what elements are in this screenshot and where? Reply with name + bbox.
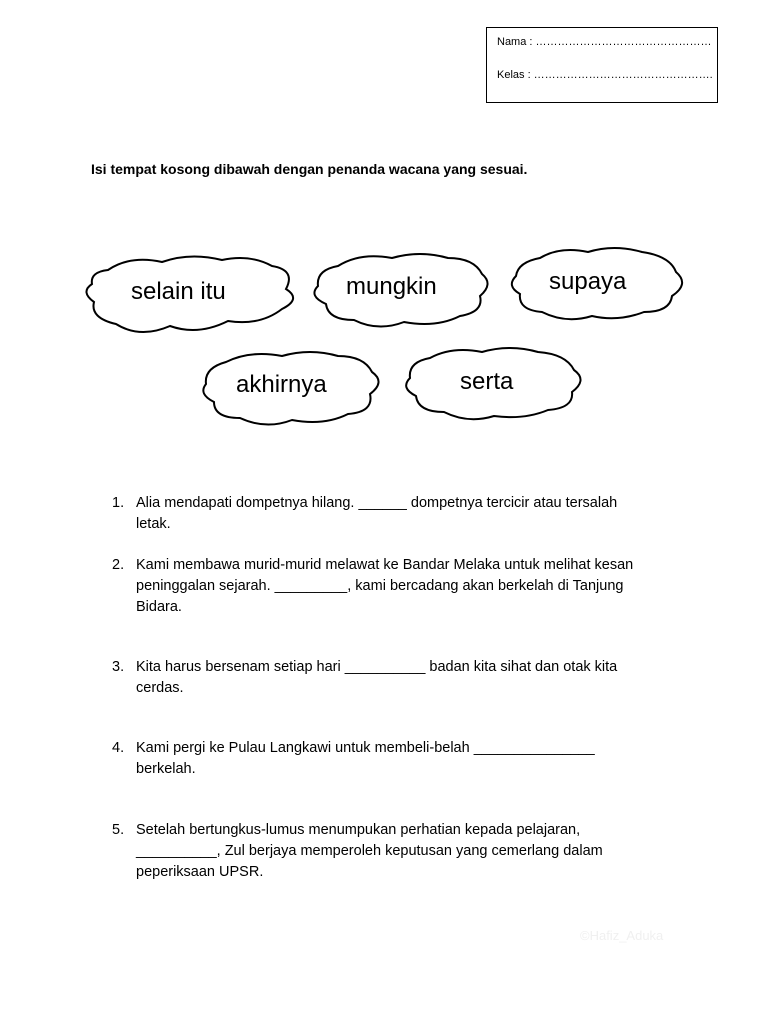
question-line: peninggalan sejarah. _________, kami bercadang akan berkelah di Tanjung <box>136 578 624 594</box>
question-line: Kita harus bersenam setiap hari __________ badan kita sihat dan otak kita <box>136 659 618 675</box>
word-supaya: supaya <box>549 268 627 295</box>
cloud-mungkin <box>314 254 487 327</box>
question-list <box>112 493 672 883</box>
question-number: 1. <box>112 495 125 511</box>
question-number: 5. <box>112 822 125 838</box>
cloud-supaya <box>512 248 682 319</box>
cloud-serta <box>406 348 580 419</box>
question-line: Setelah bertungkus-lumus menumpukan perhatian kepada pelajaran, <box>136 822 581 838</box>
word-serta: serta <box>460 368 514 395</box>
question-line: berkelah. <box>136 761 196 777</box>
watermark: ©Hafiz_Aduka <box>580 928 664 943</box>
question-line: Bidara. <box>136 599 182 615</box>
question-line: Alia mendapati dompetnya hilang. ______ dompetnya tercicir atau tersalah <box>136 495 618 511</box>
kelas-line[interactable]: Kelas : …………………………………………. <box>497 69 713 81</box>
question-line: cerdas. <box>136 680 184 696</box>
question-number: 4. <box>112 740 125 756</box>
instruction-text: Isi tempat kosong dibawah dengan penanda wacana yang sesuai. <box>91 161 528 177</box>
word-akhirnya: akhirnya <box>236 371 327 398</box>
question-line: letak. <box>136 516 171 532</box>
question-item <box>112 657 672 699</box>
question-line: peperiksaan UPSR. <box>136 864 264 880</box>
question-item <box>112 493 672 535</box>
question-line: __________, Zul berjaya memperoleh keputusan yang cemerlang dalam <box>136 843 603 859</box>
cloud-selain-itu <box>86 256 293 332</box>
question-item <box>112 738 672 780</box>
question-line: Kami membawa murid-murid melawat ke Bandar Melaka untuk melihat kesan <box>136 557 634 573</box>
question-number: 3. <box>112 659 125 675</box>
cloud-akhirnya <box>203 352 378 425</box>
word-mungkin: mungkin <box>346 273 437 300</box>
question-item <box>112 820 672 883</box>
word-selain-itu: selain itu <box>131 278 226 305</box>
question-line: Kami pergi ke Pulau Langkawi untuk membeli-belah _______________ <box>136 740 595 756</box>
nama-line[interactable]: Nama : ………………………………………… <box>497 36 712 48</box>
question-number: 2. <box>112 557 125 573</box>
question-item <box>112 555 672 618</box>
